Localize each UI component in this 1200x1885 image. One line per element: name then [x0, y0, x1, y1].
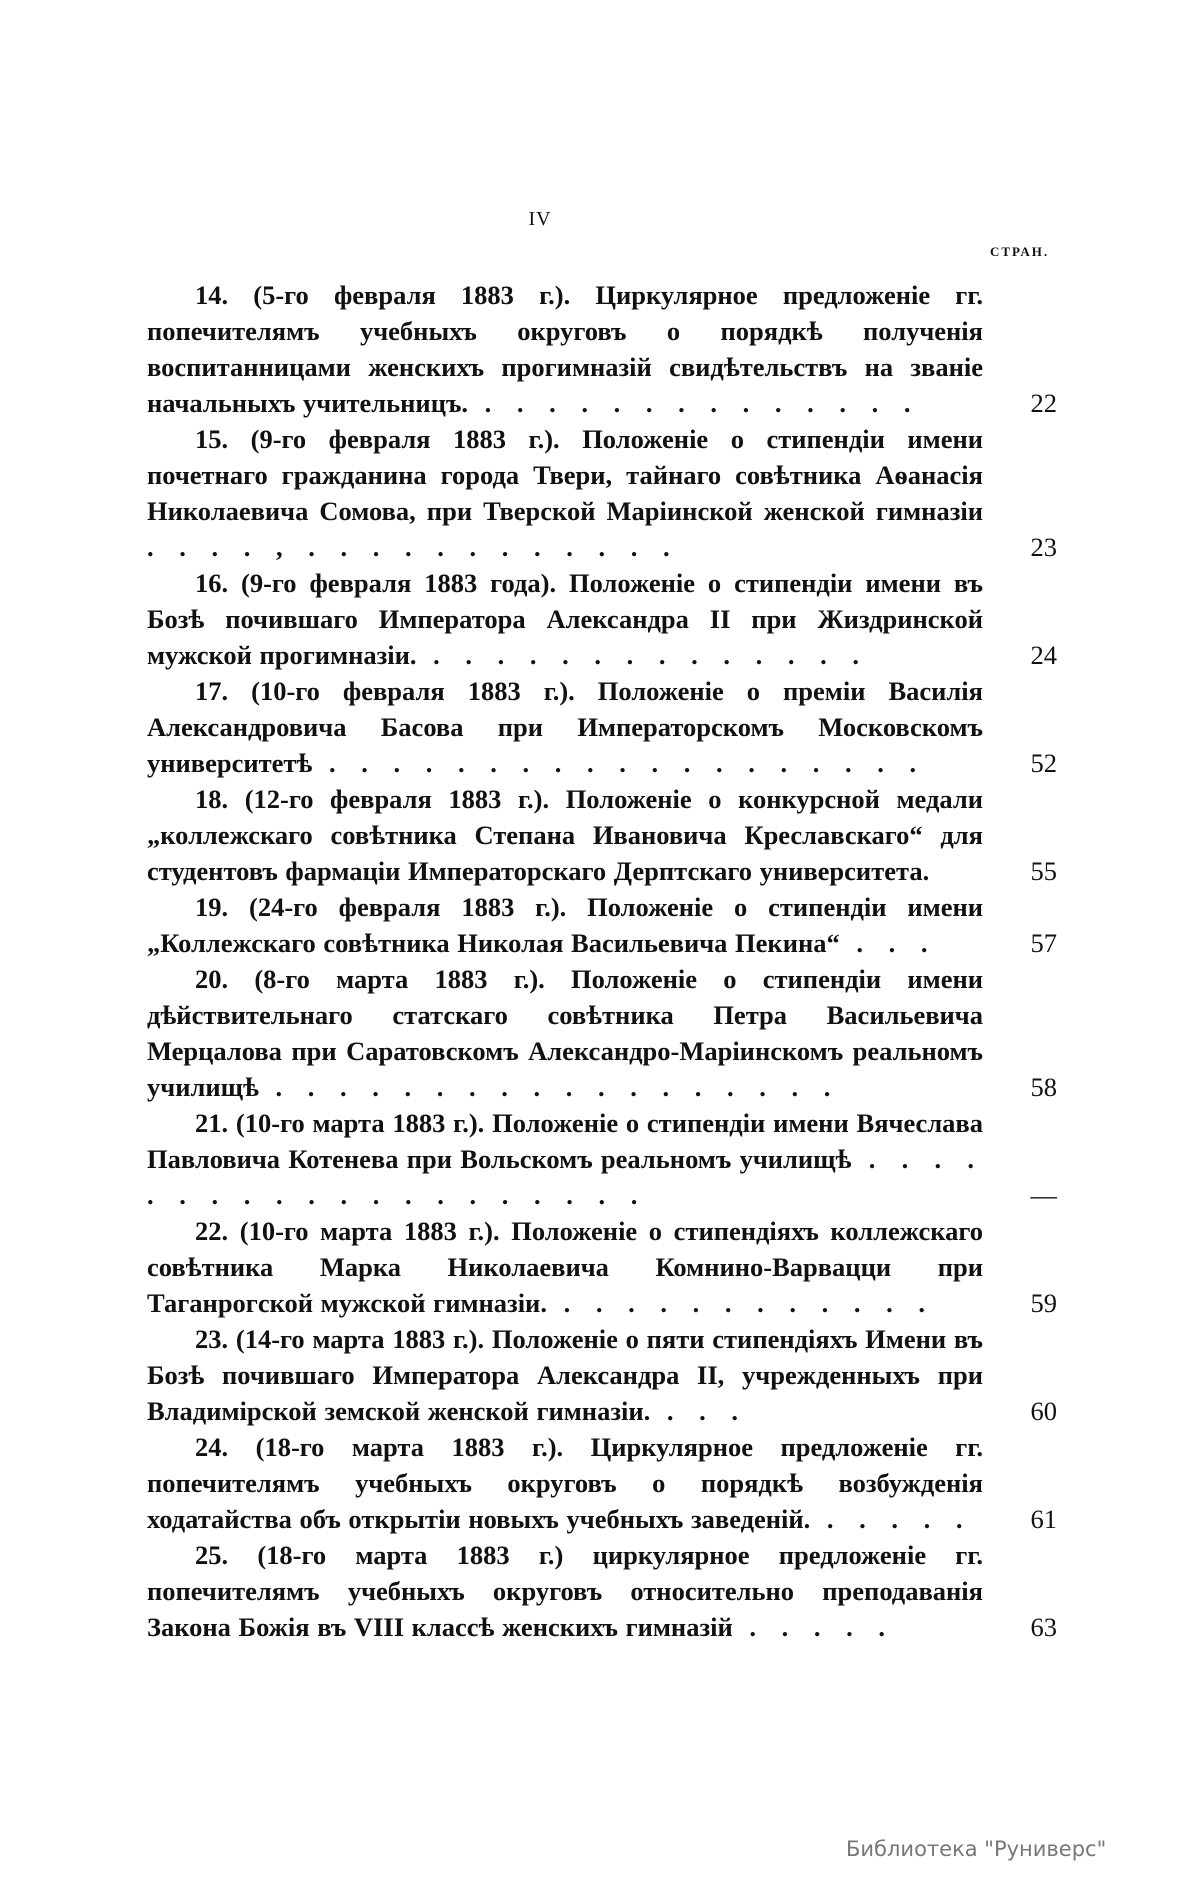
toc-entry-20	[147, 961, 1057, 1105]
toc-entry-text	[147, 1429, 983, 1537]
toc-entry-18	[147, 781, 1057, 889]
toc-entry-page: 23	[1030, 532, 1057, 562]
toc-entry-page: 55	[1030, 856, 1057, 886]
toc-entry-24	[147, 1429, 1057, 1537]
toc-entry-22	[147, 1213, 1057, 1321]
dot-leader: . . . . . . . . . . . . . .	[468, 388, 920, 418]
toc-entry-23	[147, 1321, 1057, 1429]
toc-entry-15	[147, 421, 1057, 565]
toc-entry-title: 15. (9-го февраля 1883 г.). Положеніе о стипендіи имени почетнаго гражданина города Твери, тайнаго совѣтника Аѳанасія Николаевича Сомова, при Тверской Маріинской женской гимназіи	[147, 424, 983, 526]
toc-entry-page: 52	[1030, 748, 1057, 778]
dot-leader: . . . . . . . . . . . . . . . . . . .	[312, 748, 926, 778]
dot-leader: . . . . , . . . . . . . . . . . .	[147, 532, 679, 562]
toc-entry-text	[147, 889, 983, 961]
toc-entry-title: 18. (12-го февраля 1883 г.). Положеніе о конкурсной медали „коллежскаго совѣтника Степана Ивановича Креславскаго“ для студентовъ фармаціи Императорскаго Дерптскаго университета.	[147, 784, 983, 886]
toc-entry-title: 23. (14-го марта 1883 г.). Положеніе о пяти стипендіяхъ Имени въ Бозѣ почившаго Императора Александра II, учрежденныхъ при Владимірской земской женской гимназіи.	[147, 1324, 983, 1426]
toc-entry-page: —	[1030, 1180, 1057, 1210]
toc-entry-title: 22. (10-го марта 1883 г.). Положеніе о стипендіяхъ коллежскаго совѣтника Марка Николаевича Комнино-Варвацци при Таганрогской мужской гимназіи.	[147, 1216, 983, 1318]
toc-entry-page: 61	[1030, 1504, 1057, 1534]
toc-entry-title: 14. (5-го февраля 1883 г.). Циркулярное предложеніе гг. попечителямъ учебныхъ округовъ о порядкѣ полученія воспитанницами женскихъ прогимназій свидѣтельствъ на званіе начальныхъ учительницъ.	[147, 280, 983, 418]
toc-entry-page: 58	[1030, 1072, 1057, 1102]
dot-leader: . . .	[650, 1396, 747, 1426]
toc-entry-14	[147, 277, 1057, 421]
toc-entry-text	[147, 1213, 983, 1321]
toc-entry-title: 17. (10-го февраля 1883 г.). Положеніе о преміи Василія Александровича Басова при Императорскомъ Московскомъ университетѣ	[147, 676, 983, 778]
dot-leader: . . . . . . . . . . . . . . . . . . . .	[147, 1144, 984, 1210]
toc-entry-title: 16. (9-го февраля 1883 года). Положеніе о стипендіи имени въ Бозѣ почившаго Императора Александра II при Жиздринской мужской прогимназіи.	[147, 568, 983, 670]
toc-entry-title: 25. (18-го марта 1883 г.) циркулярное предложеніе гг. попечителямъ учебныхъ округовъ относительно преподаванія Закона Божія въ VIII классѣ женскихъ гимназій	[147, 1540, 983, 1642]
toc-entry-page: 57	[1030, 928, 1057, 958]
toc-entry-text	[147, 1537, 983, 1645]
toc-entry-text	[147, 961, 983, 1105]
toc-entry-16	[147, 565, 1057, 673]
toc-entry-title: 20. (8-го марта 1883 г.). Положеніе о стипендіи имени дѣйствительнаго статскаго совѣтника Петра Васильевича Мерцалова при Саратовскомъ Александро-Маріинскомъ реальномъ училищѣ	[147, 964, 983, 1102]
page-column-header: СТРАН.	[990, 244, 1050, 259]
dot-leader: . . . . . . . . . . . . . . . . . .	[258, 1072, 840, 1102]
toc-entry-page: 22	[1030, 388, 1057, 418]
toc-entry-text	[147, 781, 983, 889]
dot-leader: . . . . . . . . . . . . . .	[416, 640, 869, 670]
toc-entry-text	[147, 673, 983, 781]
library-watermark: Библиотека "Руниверс"	[846, 1837, 1107, 1861]
toc-entry-page: 63	[1030, 1612, 1057, 1642]
toc-entry-25	[147, 1537, 1057, 1645]
toc-entry-title: 24. (18-го марта 1883 г.). Циркулярное предложеніе гг. попечителямъ учебныхъ округовъ о порядкѣ возбужденія ходатайства объ открытіи новыхъ учебныхъ заведеній.	[147, 1432, 983, 1534]
page-number: IV	[528, 208, 552, 230]
dot-leader: . . .	[839, 928, 937, 958]
toc-entry-page: 24	[1030, 640, 1057, 670]
toc-entry-text	[147, 1321, 983, 1429]
toc-entry-text	[147, 1105, 983, 1213]
toc-entry-page: 59	[1030, 1288, 1057, 1318]
toc-entry-page: 60	[1030, 1396, 1057, 1426]
dot-leader: . . . . .	[732, 1612, 894, 1642]
toc-entry-19	[147, 889, 1057, 961]
toc-entry-text	[147, 277, 983, 421]
dot-leader: . . . . .	[810, 1504, 972, 1534]
toc-entry-title: 21. (10-го марта 1883 г.). Положеніе о стипендіи имени Вячеслава Павловича Котенева при Вольскомъ реальномъ училищѣ	[147, 1108, 983, 1174]
toc-entry-21	[147, 1105, 1057, 1213]
dot-leader: . . . . . . . . . . . .	[546, 1288, 934, 1318]
toc-entry-text	[147, 565, 983, 673]
toc-entry-17	[147, 673, 1057, 781]
toc-entry-title: 19. (24-го февраля 1883 г.). Положеніе о стипендіи имени „Коллежскаго совѣтника Николая Васильевича Пекина“	[147, 892, 983, 958]
toc-entry-text	[147, 421, 983, 565]
table-of-contents	[147, 277, 1057, 1645]
